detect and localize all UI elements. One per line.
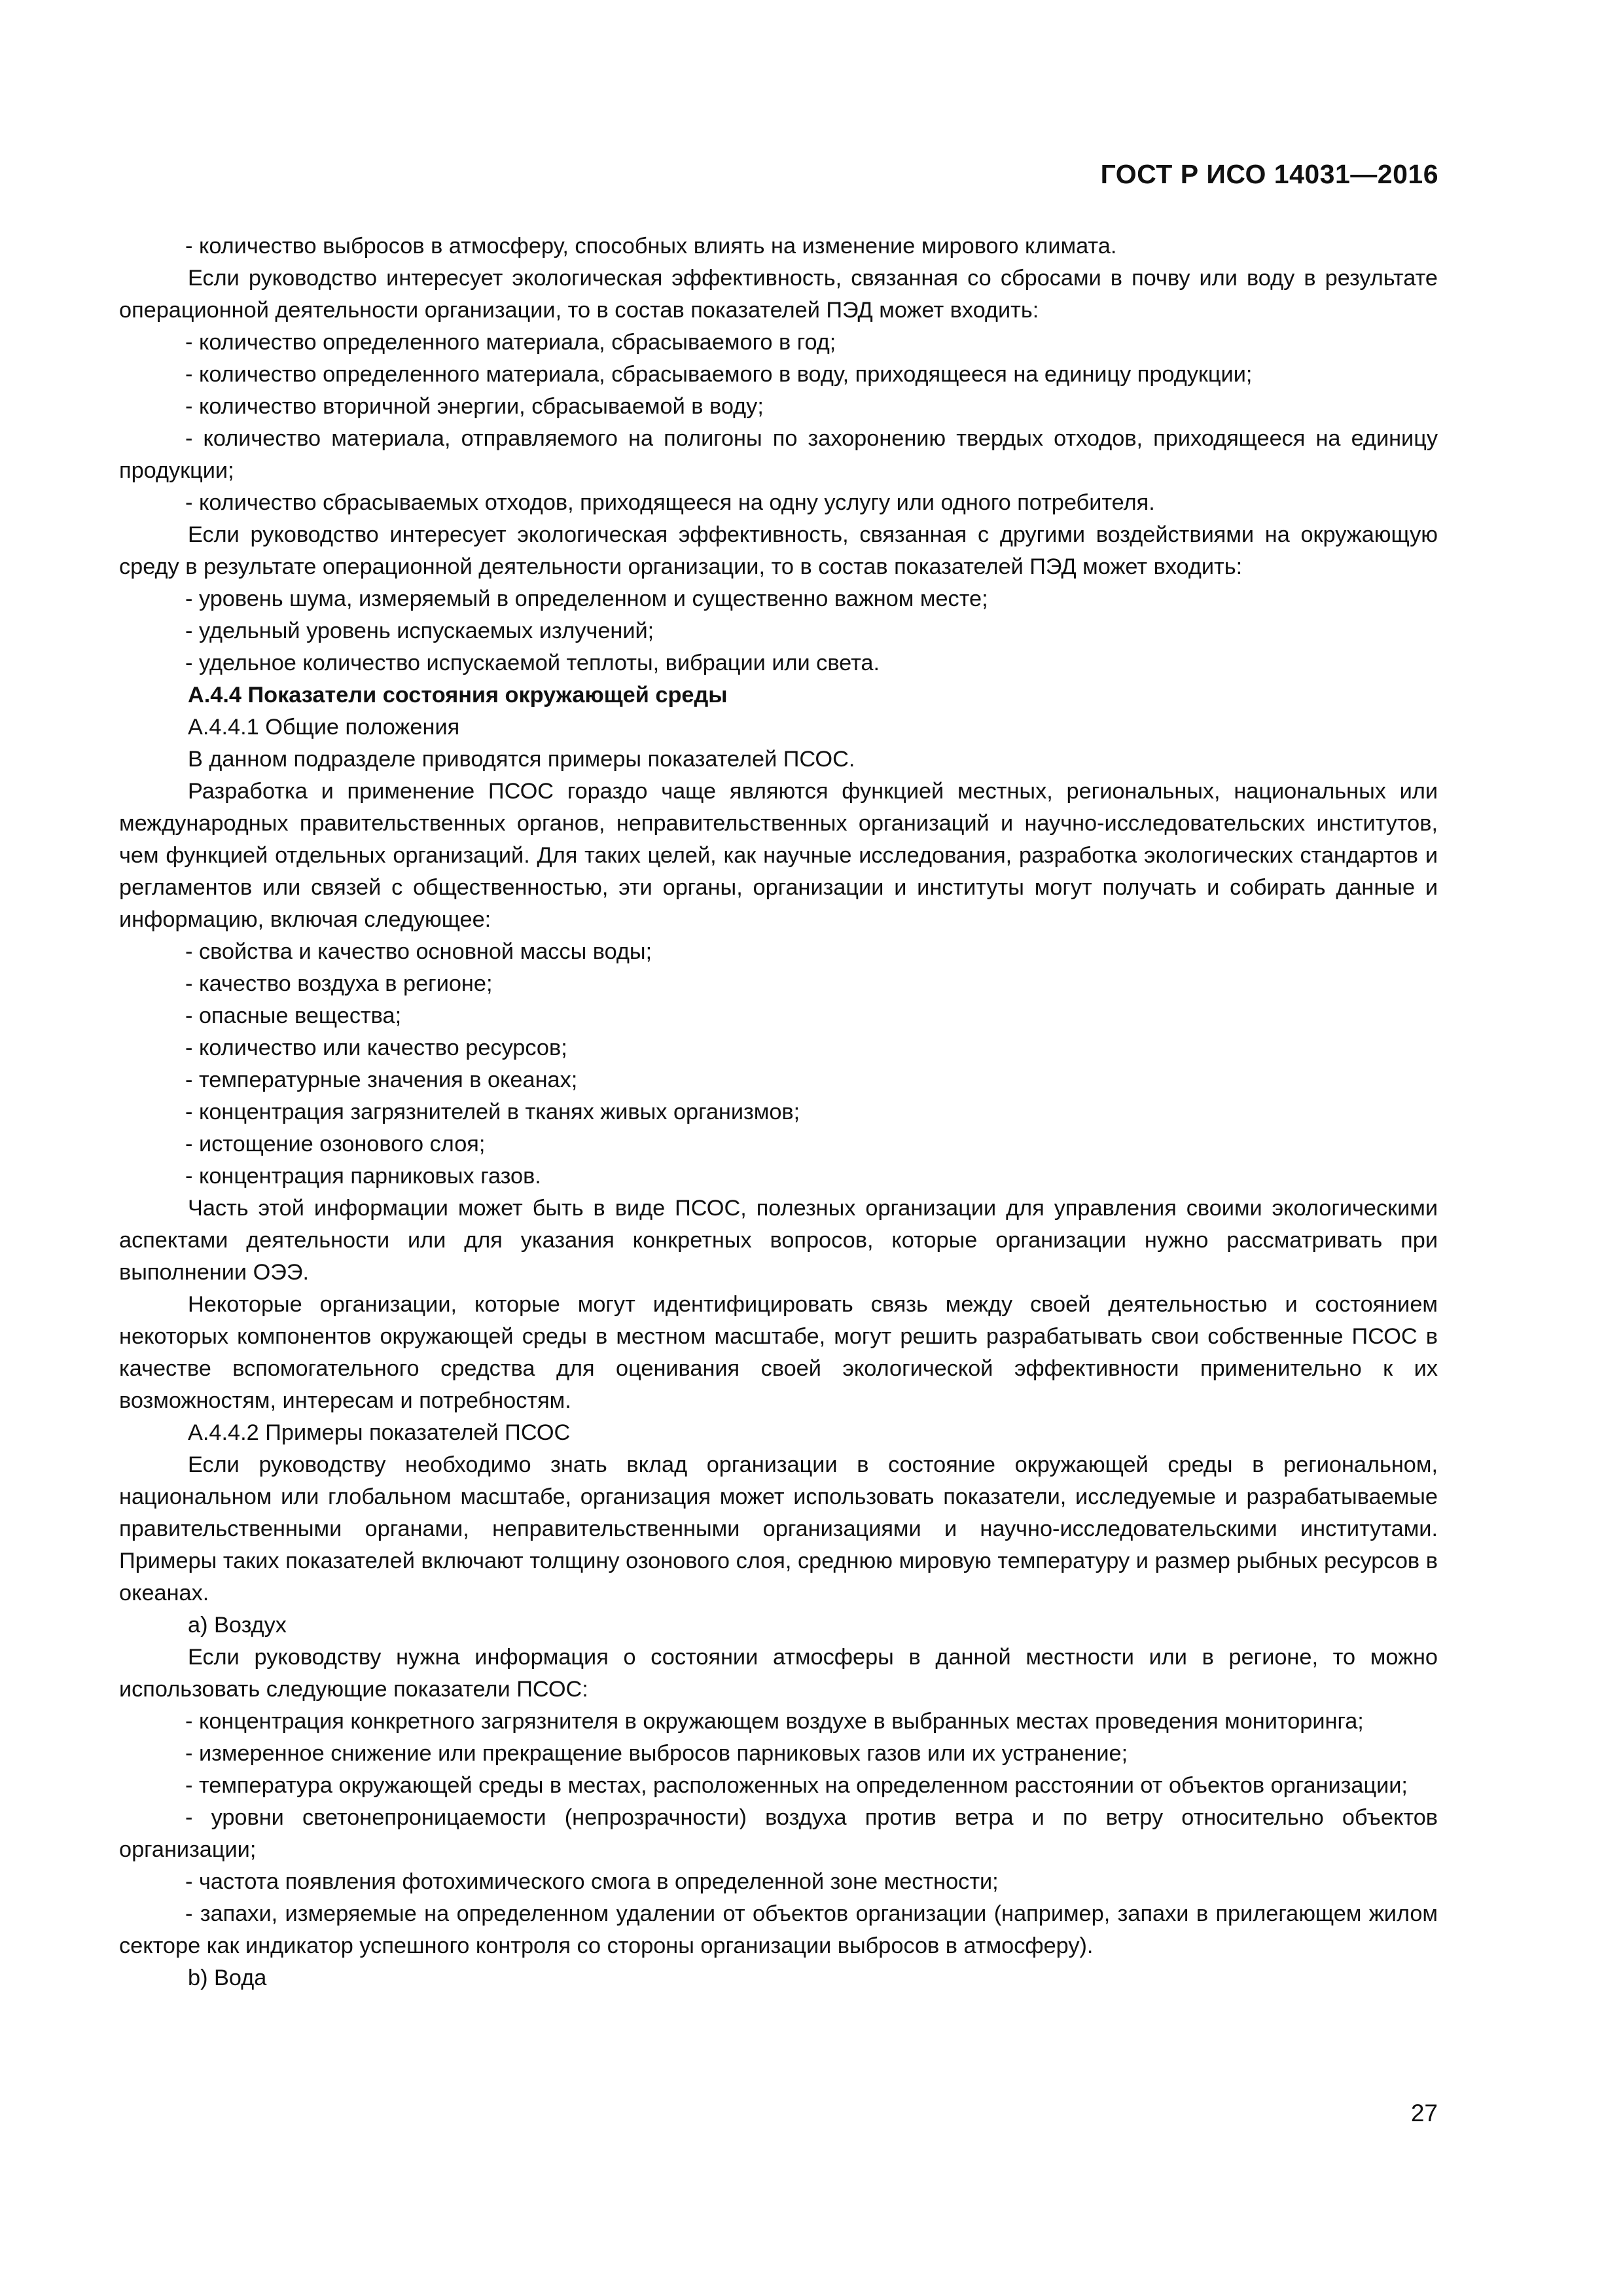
page-number: 27 [1410,2100,1438,2126]
list-item: - количество определенного материала, сбрасываемого в год; [185,330,836,355]
list-item: - концентрация конкретного загрязнителя в окружающем воздухе в выбранных местах проведения мониторинга; [185,1709,1364,1734]
list-item: - частота появления фотохимического смога в определенной зоне местности; [185,1869,999,1894]
section-heading: b) Вода [188,1965,267,1990]
page-body [119,230,1438,1994]
section-heading: А.4.4 Показатели состояния окружающей среды [188,683,728,708]
paragraph: Если руководству нужна информация о состоянии атмосферы в данной местности или в регионе, то можно использовать следующие показатели ПСОС: [119,1645,1438,1702]
list-item: - уровни светонепроницаемости (непрозрачности) воздуха против ветра и по ветру относительно объектов организации; [119,1805,1438,1862]
list-item: - концентрация парниковых газов. [185,1164,541,1189]
list-item: - свойства и качество основной массы воды; [185,939,652,964]
list-item: - количество определенного материала, сбрасываемого в воду, приходящееся на единицу продукции; [185,362,1253,387]
paragraph: Часть этой информации может быть в виде ПСОС, полезных организации для управления своими экологическими аспектами деятельности или для указания конкретных вопросов, которые организации нужно рассматривать при выполнении ОЭЭ. [119,1196,1438,1285]
list-item: - измеренное снижение или прекращение выбросов парниковых газов или их устранение; [185,1741,1128,1766]
section-heading: А.4.4.1 Общие положения [188,715,460,740]
list-item: - опасные вещества; [185,1003,402,1028]
paragraph: Если руководство интересует экологическая эффективность, связанная со сбросами в почву или воду в результате операционной деятельности организации, то в состав показателей ПЭД может входить: [119,266,1438,323]
paragraph: В данном подразделе приводятся примеры показателей ПСОС. [188,747,855,772]
list-item: - запахи, измеряемые на определенном удалении от объектов организации (например, запахи в прилегающем жилом секторе как индикатор успешного контроля со стороны организации выбросов в атмосферу). [119,1901,1438,1958]
list-item: - качество воздуха в регионе; [185,971,493,996]
list-item: - температура окружающей среды в местах, расположенных на определенном расстоянии от объектов организации; [185,1773,1408,1798]
paragraph: Разработка и применение ПСОС гораздо чаще являются функцией местных, региональных, национальных или международных правительственных органов, неправительственных организаций и научно-исследовательских институтов, чем функцией отдельных организаций. Для таких целей, как научные исследования, разработка экологических стандартов и регламентов или связей с общественностью, эти органы, организации и институты могут получать и собирать данные и информацию, включая следующее: [119,779,1438,932]
list-item: - количество материала, отправляемого на полигоны по захоронению твердых отходов, приходящееся на единицу продукции; [119,426,1438,483]
list-item: - концентрация загрязнителей в тканях живых организмов; [185,1100,800,1124]
list-item: - истощение озонового слоя; [185,1132,486,1157]
list-item: - количество или качество ресурсов; [185,1035,567,1060]
list-item: - количество вторичной энергии, сбрасываемой в воду; [185,394,764,419]
section-heading: a) Воздух [188,1613,287,1638]
list-item: - уровень шума, измеряемый в определенном и существенно важном месте; [185,586,988,611]
paragraph: Некоторые организации, которые могут идентифицировать связь между своей деятельностью и состоянием некоторых компонентов окружающей среды в местном масштабе, могут решить разрабатывать свои собственные ПСОС в качестве вспомогательного средства для оценивания своей экологической эффективности применительно к их возможностям, интересам и потребностям. [119,1292,1438,1413]
list-item: - количество сбрасываемых отходов, приходящееся на одну услугу или одного потребителя. [185,490,1155,515]
list-item: - удельное количество испускаемой теплоты, вибрации или света. [185,651,880,675]
list-item: - количество выбросов в атмосферу, способных влиять на изменение мирового климата. [185,234,1117,259]
section-heading: А.4.4.2 Примеры показателей ПСОС [188,1420,571,1445]
document-code: ГОСТ Р ИСО 14031—2016 [1100,159,1438,189]
paragraph: Если руководство интересует экологическая эффективность, связанная с другими воздействиями на окружающую среду в результате операционной деятельности организации, то в состав показателей ПЭД может входить: [119,522,1438,579]
list-item: - температурные значения в океанах; [185,1067,578,1092]
paragraph: Если руководству необходимо знать вклад организации в состояние окружающей среды в региональном, национальном или глобальном масштабе, организация может использовать показатели, исследуемые и разрабатываемые правительственными органами, неправительственными организациями и научно-исследовательскими институтами. Примеры таких показателей включают толщину озонового слоя, среднюю мировую температуру и размер рыбных ресурсов в океанах. [119,1452,1438,1605]
list-item: - удельный уровень испускаемых излучений; [185,619,654,643]
